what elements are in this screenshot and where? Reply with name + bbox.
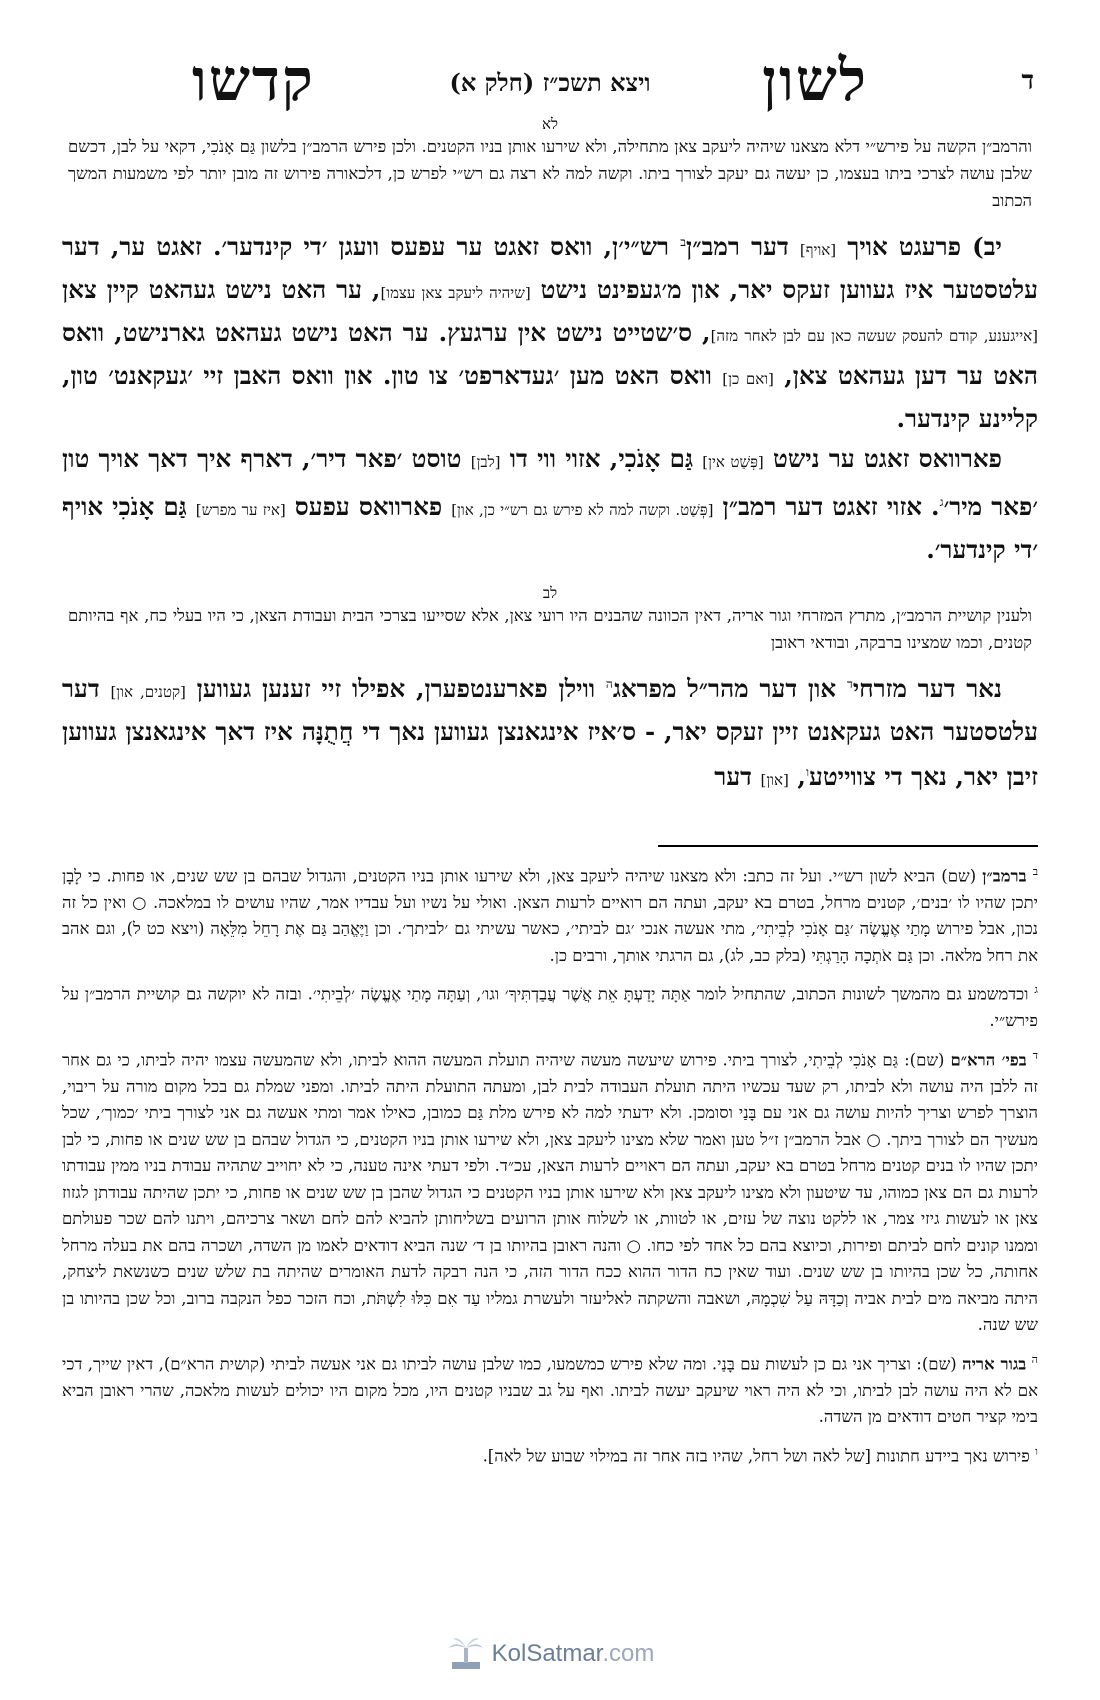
paragraph: נאר דער מזרחי$^ד$ און דער מהר״ל מפראג$^ה$ ווילן פארענטפערן, אפילו זיי זענען געווען [קטנים, און] דער עלטסטער האט געקאנט זיין זעקס יאר, - ס׳איז אינגאנצן געווען נאך די חֲתֻנָּה איז דאך אינגאנצן געווען זיבן יאר, נאך די צווייטע$^ו$, [און] דער [62, 674, 1038, 792]
footnote: $^ב$ ברמב״ן (שם) הביא לשון רש״י. ועל זה כתב: ולא מצאנו שיהיה ליעקב צאן, ולא שירעו אותן בניו הקטנים, והגדול שבהם בן שש שנים, או פחות. כי לָבָן יתכן שהיו לו ׳בנים׳, קטנים מרחל, בטרם בא יעקב, ועתה הם רואיים לרעות הצאן. ואולי על נשיו ועל עבדיו אמר, שהיו עושים לו במלאכה. ○ ואין כל זה נכון, אבל פירוש מָתַי אֶעֱשֶׂה ׳גַּם אָנֹכִי לְבֵיתִי׳, מתי אעשה אנכי ׳גם לביתי׳, כאשר עשיתי גם ׳לביתך׳. וכן וַיֶּאֱהַב גַּם אֶת רָחֵל מִלֵּאָה (ויצא כט ל), וגם אהב את רחל מלאה. וכן גַּם אֹתְכָה הָרַגְתִּי (בלק כב, לג), גם הרגתי אותך, ורבים כן. [62, 864, 1038, 965]
section-title: ויצא תשכ״ז (חלק א) [449, 68, 651, 97]
footnote-ref: ד [846, 677, 853, 692]
footnote-ref: ו [805, 765, 810, 780]
footnote: $^ה$ בגור אריה (שם): וצריך אני גם כן לעשות עם בָּנַי. ומה שלא פירש כמשמעו, כמו שלבן עושה לביתו גם אני אעשה לביתי (קושית הרא״ם), דאין שייך, דכי אם לא היה עושה לבן לביתו, וכי לא היה ראוי שיעקב יעשה לביתו. ואף על גב שבניו קטנים היו, מכל מקום היו יכולים לעשות מלאכה, שהרי ראובן הביא בימי קציר חטים דודאים מן השדה. [62, 1352, 1038, 1427]
page-header [62, 40, 1038, 115]
paragraph: פארוואס זאגט ער נישט [פְּשַׁט אין] גַּם אָנֹכִי, אזוי ווי דו [לבן] טוסט ׳פאר דיר׳, דארף איך דאך אויך טון ׳פאר מיר׳$^ג$. אזוי זאגט דער רמב״ן [פְּשַׁט. וקשה למה לא פירש גם רש״י כן, און] פארוואס עפעס [איז ער מפרש] גַּם אָנֹכִי אויף ׳די קינדער׳. [62, 444, 1039, 565]
commentary-note: ולענין קושיית הרמב״ן, מתרץ המזרחי וגור אריה, דאין הכוונה שהבנים היו רועי צאן, אלא שסייעו בצרכי הבית ועבודת הצאן, כי היו בעלי כח, אף בהיותם קטנים, וכמו שמצינו ברבקה, ובודאי ראובן [68, 606, 1032, 653]
running-title-right: לשון [762, 46, 868, 114]
footnotes [62, 859, 1038, 1470]
footnote-ref: ב [680, 235, 687, 249]
main-text [62, 664, 1038, 800]
running-title-left: קדשו [192, 46, 315, 114]
watermark-domain: .com [602, 1640, 655, 1667]
page-number: ד [1021, 66, 1034, 96]
note-marker: לא [541, 115, 559, 133]
watermark [0, 1634, 1100, 1678]
footnote: $^ג$ וכדמשמע גם מהמשך לשונות הכתוב, שהתחיל לומר אַתָּה יָדַעְתָּ אֵת אֲשֶׁר עֲבַדְתִּיךָ׳ וגו׳, וְעַתָּה מָתַי אֶעֱשֶׂה ׳לְבֵיתִי׳. ובזה לא יוקשה גם קושיית הרמב״ן על פירש״י. [62, 983, 1038, 1031]
footnote: $^ו$ פירוש נאך ביידע חתונות [של לאה ושל רחל, שהיו בזה אחר זה במילוי שבוע של לאה]. [482, 1444, 1038, 1466]
note-marker: לב [542, 584, 558, 603]
footnote-ref: ג [939, 495, 944, 510]
watermark-brand: KolSatmar [491, 1640, 603, 1667]
commentary-note: והרמב״ן הקשה על פירש״י דלא מצאנו שיהיה ליעקב צאן מתחילה, ולא שירעו אותן בניו הקטנים. ולכן פירש הרמב״ן בלשון גַּם אָנֹכִי, דקאי על לבן, דכשם שלבן עושה לצרכי ביתו בעצמו, כן יעשה גם יעקב לצורך ביתו. וקשה למה לא רצה גם רש״י לפרש כן, דלכאורה פירוש זה מובן יותר לפי משמעות המשך הכתוב [68, 137, 1032, 210]
main-text [62, 222, 1038, 570]
footnote-ref: ה [605, 677, 613, 692]
footnote-divider [658, 845, 1038, 847]
palm-tree-book-icon [446, 1634, 486, 1674]
footnote: $^ד$ בפי׳ הרא״ם (שם): גַּם אָנֹכִי לְבֵיתִי, לצורך ביתי. פירוש שיעשה מעשה שיהיה תועלת המעשה ההוא לביתו, ולא שהמעשה עצמו יהיה לביתו, כי גם אחר זה ללבן היה עושה ולא לביתו, רק שעד עכשיו היתה תועלת העבודה לבית לבן, ומעתה התועלת היתה לביתו. ומפני שמלת גם בכל מקום מורה על ריבוי, הוצרך לפרש וצריך להיות עושה גם אני עם בָּנַי וסומכן. ולא ידעתי למה לא פירש מלת גַּם כמובן, כאילו אמר ומתי אעשה גם אני לצורך ביתי ׳כמוך׳, שכל מעשיך הם לצורך ביתך. ○ אבל הרמב״ן ז״ל טען ואמר שלא מצינו ליעקב צאן, ולא שירעו אותן בניו הקטנים, כי הגדול שבהם בן שש שנים או פחות, כי לבן יתכן שהיו לו בנים קטנים מרחל בטרם בא יעקב, ועתה הם ראויים לרעות הצאן, עכ״ד. ולפי דעתי אינה טענה, כי לא יחוייב שתהיה עבודת בניו ממין עבודתו לרעות גם הם צאן כמוהו, עד שיטעון ולא מצינו ליעקב צאן ולא שירעו אותן בניו הקטנים כי הגדול שהבן בן שש שנים או פחות, כי יתכן שהיתה עבודתן לגזוז צאן או לעשות גיזי צמר, או ללקט נוצה של עזים, או לטוות, או לשלוח אותן הרועים בשליחותן להביא להם לחם ושאר צרכיהם, ויתנו להם שכר פעולתם וממנו קונים לחם לביתם ופירות, וכיוצא בהם כל אחד לפי כחו. ○ והנה ראובן בהיותו בן ד׳ שנה הביא דודאים לאמו מן השדה, ושכרה בהם את בעלה מרחל אחותה, כל שכן בהיותו בן שש שנים. ועוד שאין כח הדור ההוא ככח הדור הזה, כי הנה רבקה לדעת האומרים שהיתה בת שלש שנים כשנשאת ליצחק, היתה מביאה מים לבית אביה וְכַדָּהּ עַל שִׁכְמָהּ, ושאבה והשקתה לאליעזר ולעשרת גמליו עַד אִם כִּלּוּ לִשְׁתֹּת, וכח הזכר כפל הנקבה ברוב, וכל שכן בהיותו בן שש שנה. [62, 1048, 1038, 1335]
paragraph: יב) פרעגט אויך [אויף] דער רמב״ן$^ב$ רש״י׳ן, וואס זאגט ער עפעס וועגן ׳די קינדער׳. זאגט ער, דער עלטסטער איז געווען זעקס יאר, און מ׳געפינט נישט [שיהיה ליעקב צאן עצמו], ער האט נישט געהאט קיין צאן [אייגענע, קודם להעסק שעשה כאן עם לבן לאחר מזה], ס׳שטייט נישט אין ערגעץ. ער האט נישט געהאט גארנישט, וואס האט ער דען געהאט צאן, [ואם כן] וואס האט מען ׳געדארפט׳ צו טון. און וואס האבן זיי ׳געקאנט׳ טון, קליינע קינדער. [62, 232, 1038, 434]
